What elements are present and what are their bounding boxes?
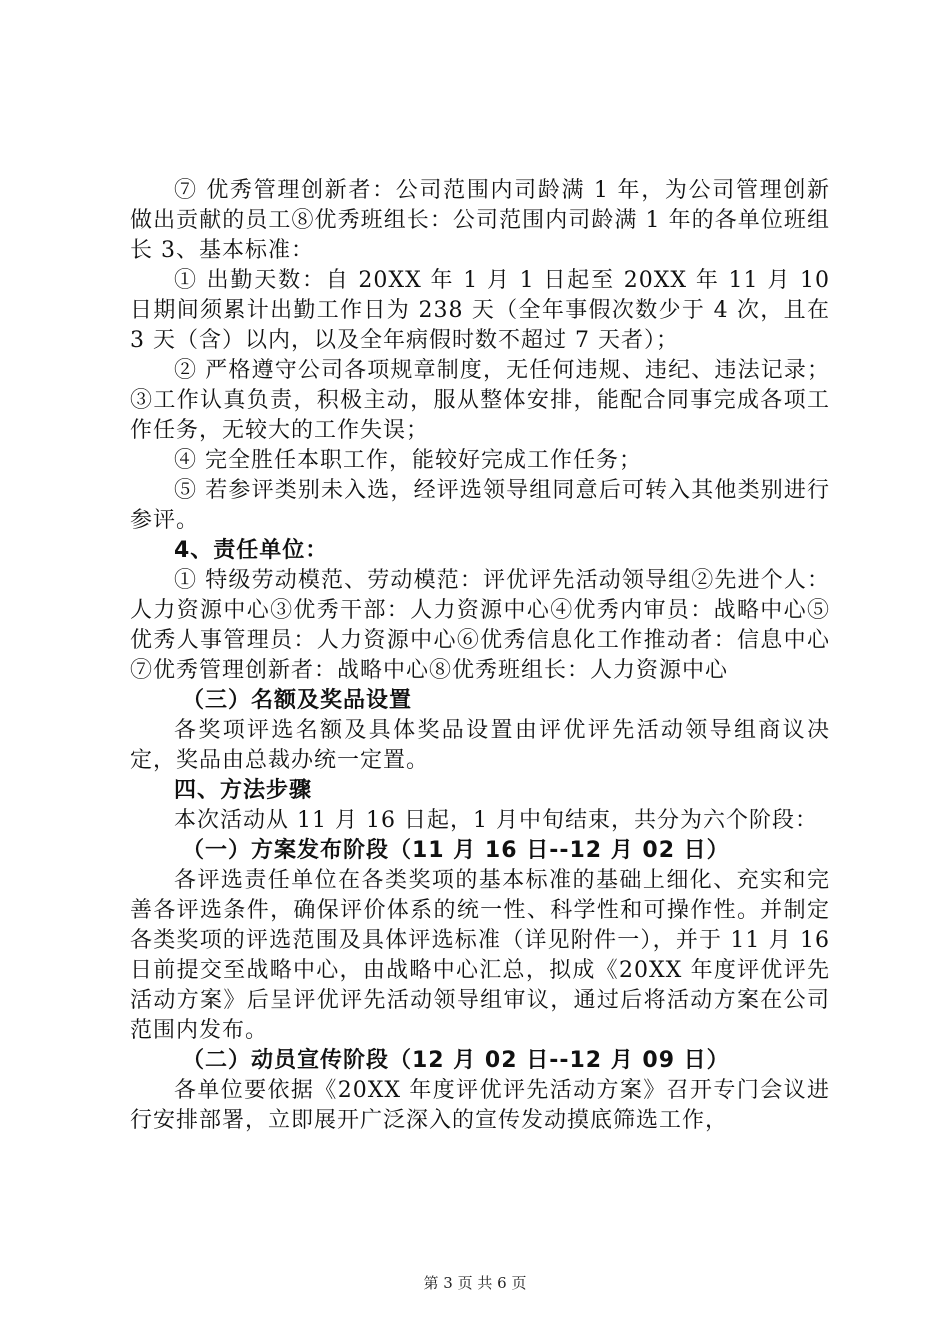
paragraph-transfer: ⑤ 若参评类别未入选，经评选领导组同意后可转入其他类别进行参评。 xyxy=(130,478,830,533)
heading-method-steps: 四、方法步骤 xyxy=(174,778,313,803)
paragraph-method-intro: 本次活动从 11 月 16 日起，1 月中旬结束，共分为六个阶段： xyxy=(174,808,818,833)
paragraph-criteria-7-8: ⑦ 优秀管理创新者：公司范围内司龄满 1 年，为公司管理创新做出贡献的员工⑧优秀班组长：公司范围内司龄满 1 年的各单位班组长 3、基本标准： xyxy=(130,178,830,263)
paragraph-rules: ② 严格遵守公司各项规章制度，无任何违规、违纪、违法记录；③工作认真负责，积极主动，服从整体安排，能配合同事完成各项工作任务，无较大的工作失误； xyxy=(130,358,830,443)
paragraph-attendance: ① 出勤天数：自 20XX 年 1 月 1 日起至 20XX 年 11 月 10 日期间须累计出勤工作日为 238 天（全年事假次数少于 4 次，且在 3 天（含）以内，以及全年病假时数不超过 7 天者）； xyxy=(130,268,830,353)
paragraph-responsible-units: ① 特级劳动模范、劳动模范：评优评先活动领导组②先进个人：人力资源中心③优秀干部：人力资源中心④优秀内审员：战略中心⑤优秀人事管理员：人力资源中心⑥优秀信息化工作推动者：信息中心⑦优秀管理创新者：战略中心⑧优秀班组长：人力资源中心 xyxy=(130,568,830,683)
heading-phase-two: （二）动员宣传阶段（12 月 02 日--12 月 09 日） xyxy=(182,1048,730,1073)
heading-responsible-units: 4、责任单位： xyxy=(174,538,329,563)
heading-quota-prizes: （三）名额及奖品设置 xyxy=(182,688,413,713)
heading-phase-one: （一）方案发布阶段（11 月 16 日--12 月 02 日） xyxy=(182,838,730,863)
paragraph-phase-two: 各单位要依据《20XX 年度评优评先活动方案》召开专门会议进行安排部署，立即展开广泛深入的宣传发动摸底筛选工作， xyxy=(130,1078,830,1133)
document-body xyxy=(130,176,830,1136)
paragraph-quota-prizes: 各奖项评选名额及具体奖品设置由评优评先活动领导组商议决定，奖品由总裁办统一定置。 xyxy=(130,718,830,773)
paragraph-competence: ④ 完全胜任本职工作，能较好完成工作任务； xyxy=(174,448,642,473)
paragraph-phase-one: 各评选责任单位在各类奖项的基本标准的基础上细化、充实和完善各评选条件，确保评价体系的统一性、科学性和可操作性。并制定各类奖项的评选范围及具体评选标准（详见附件一），并于 11 月 16 日前提交至战略中心，由战略中心汇总，拟成《20XX 年度评优评先活动方案》后呈评优评先活动领导组审议，通过后将活动方案在公司范围内发布。 xyxy=(130,868,830,1043)
page-footer: 第 3 页 共 6 页 xyxy=(423,1274,527,1292)
